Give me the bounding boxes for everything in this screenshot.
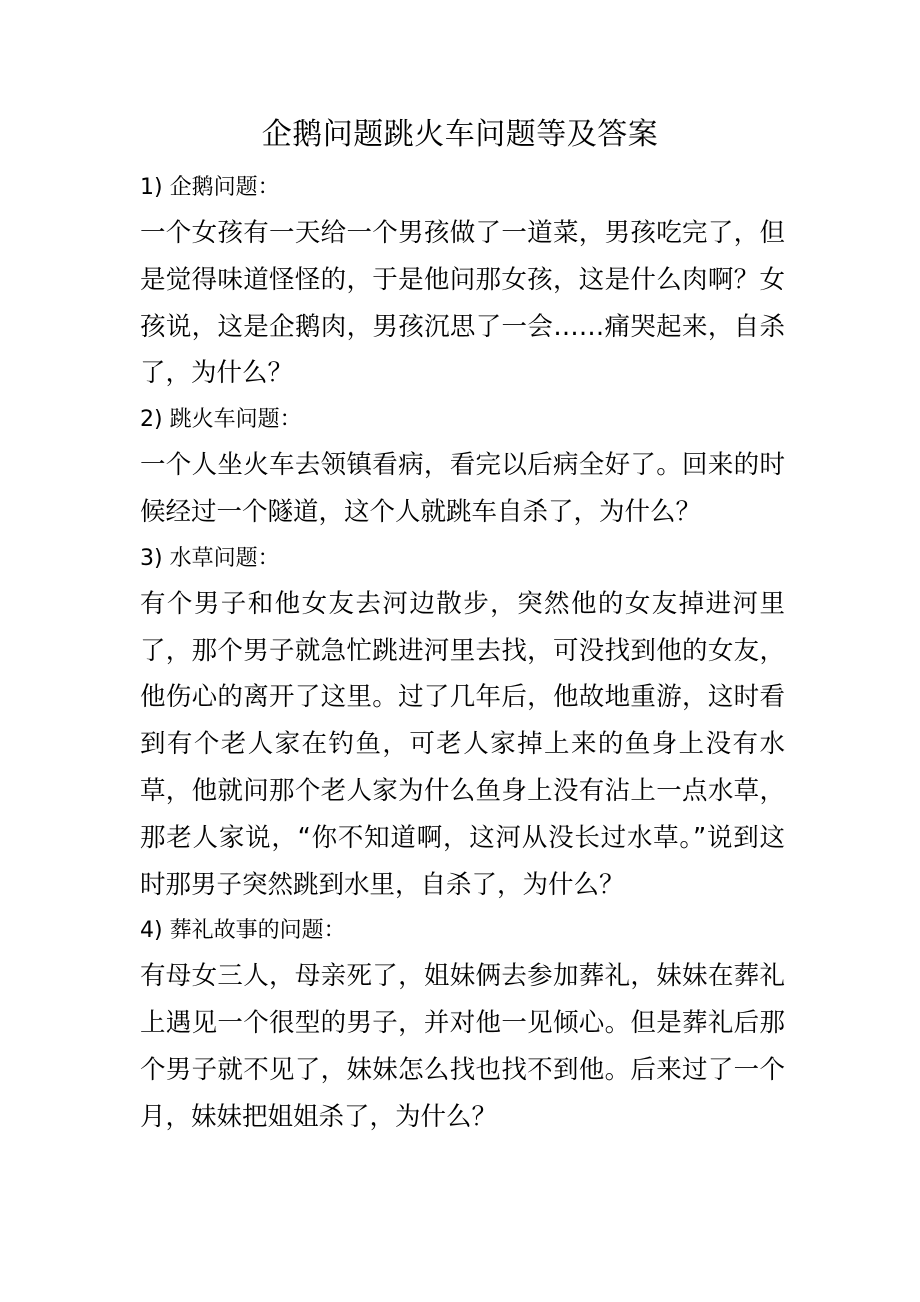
section-penguin [140,165,785,397]
section-waterweed [140,536,785,909]
section-heading: 4) 葬礼故事的问题： [140,918,346,944]
document-title: 企鹅问题跳火车问题等及答案 [261,117,659,152]
section-paragraph: 一个女孩有一天给一个男孩做了一道菜，男孩吃完了，但是觉得味道怪怪的，于是他问那女孩，这是什么肉啊？女孩说，这是企鹅肉，男孩沉思了一会……痛哭起来，自杀了，为什么？ [140,218,785,389]
section-heading: 1) 企鹅问题： [140,175,280,200]
section-heading: 2) 跳火车问题： [140,407,302,433]
section-funeral [140,908,785,1140]
section-paragraph: 有母女三人，母亲死了，姐妹俩去参加葬礼，妹妹在葬礼上遇见一个很型的男子，并对他一见倾心。但是葬礼后那个男子就不见了，妹妹怎么找也找不到他。后来过了一个月，妹妹把姐姐杀了，为什么？ [140,961,785,1132]
section-paragraph: 有个男子和他女友去河边散步，突然他的女友掉进河里了，那个男子就急忙跳进河里去找，可没找到他的女友，他伤心的离开了这里。过了几年后，他故地重游，这时看到有个老人家在钓鱼，可老人家掉上来的鱼身上没有水草，他就问那个老人家为什么鱼身上没有沾上一点水草，那老人家说，“你不知道啊，这河从没长过水草。”说到这时那男子突然跳到水里，自杀了，为什么？ [140,588,785,900]
section-heading: 3) 水草问题： [140,545,280,571]
document-body [140,165,785,1141]
section-train [140,397,785,536]
section-paragraph: 一个人坐火车去领镇看病，看完以后病全好了。回来的时候经过一个隧道，这个人就跳车自杀了，为什么？ [140,450,785,527]
